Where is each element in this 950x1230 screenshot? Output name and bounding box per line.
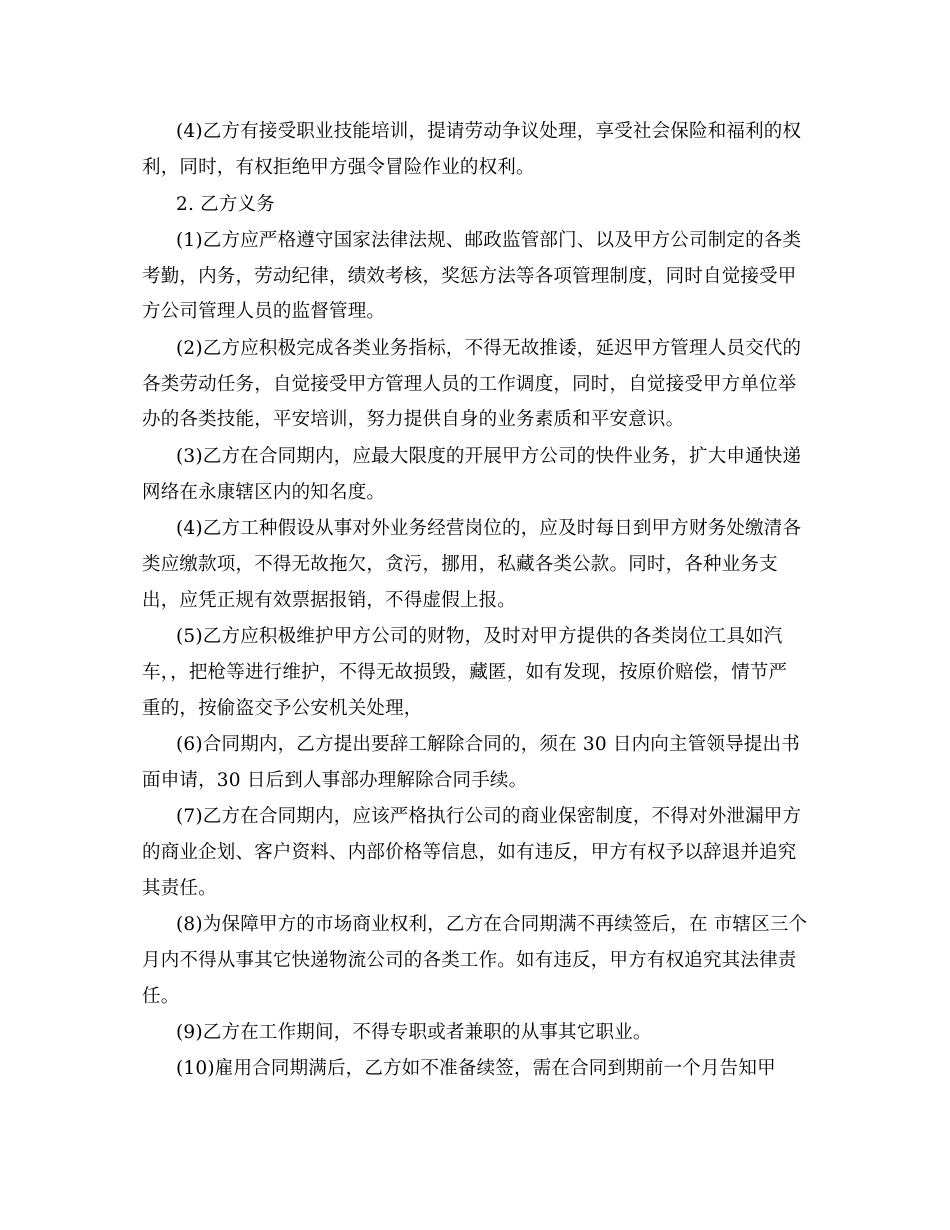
paragraph-line: 利，同时，有权拒绝甲方强令冒险作业的权利。 <box>142 157 535 178</box>
paragraph-line: (7)乙方在合同期内，应该严格执行公司的商业保密制度，不得对外泄漏甲方 <box>176 806 802 827</box>
paragraph-line: 其责任。 <box>142 878 217 899</box>
paragraph-line: 面申请，30 日后到人事部办理解除合同手续。 <box>142 770 528 791</box>
paragraph-line: 办的各类技能，平安培训，努力提供自身的业务素质和平安意识。 <box>142 409 685 430</box>
paragraph-line: (8)为保障甲方的市场商业权利，乙方在合同期满不再续签后，在 市辖区三个 <box>176 914 808 935</box>
paragraph-line: (4)乙方有接受职业技能培训，提请劳动争议处理，享受社会保险和福利的权 <box>176 121 802 142</box>
paragraph-line: 任。 <box>142 986 180 1007</box>
section-heading: 2. 乙方义务 <box>176 194 275 215</box>
paragraph-line: (5)乙方应积极维护甲方公司的财物，及时对甲方提供的各类岗位工具如汽 <box>176 626 783 647</box>
paragraph-line: (1)乙方应严格遵守国家法律法规、邮政监管部门、以及甲方公司制定的各类 <box>176 230 802 251</box>
paragraph-line: 的商业企划、客户资料、内部价格等信息，如有违反，甲方有权予以辞退并追究 <box>142 842 797 863</box>
paragraph-line: 各类劳动任务，自觉接受甲方管理人员的工作调度，同时，自觉接受甲方单位举 <box>142 374 797 395</box>
paragraph-line: (4)乙方工种假设从事对外业务经营岗位的，应及时每日到甲方财务处缴清各 <box>176 518 802 539</box>
paragraph-line: 考勤，内务，劳动纪律，绩效考核，奖惩方法等各项管理制度，同时自觉接受甲 <box>142 266 797 287</box>
paragraph-line: 重的，按偷盗交予公安机关处理， <box>142 698 423 719</box>
paragraph-line: 车，，把枪等进行维护，不得无故损毁，藏匿，如有发现，按原价赔偿，情节严 <box>142 662 788 683</box>
paragraph-line: (3)乙方在合同期内，应最大限度的开展甲方公司的快件业务，扩大申通快递 <box>176 446 802 467</box>
paragraph-line: 出，应凭正规有效票据报销，不得虚假上报。 <box>142 590 517 611</box>
paragraph-line: (2)乙方应积极完成各类业务指标，不得无故推诿，延迟甲方管理人员交代的 <box>176 338 802 359</box>
paragraph-line: (10)雇用合同期满后，乙方如不准备续签，需在合同到期前一个月告知甲 <box>176 1058 776 1079</box>
paragraph-line: 月内不得从事其它快递物流公司的各类工作。如有违反，甲方有权追究其法律责 <box>142 950 797 971</box>
paragraph-line: (6)合同期内，乙方提出要辞工解除合同的，须在 30 日内向主管领导提出书 <box>176 734 800 755</box>
paragraph-line: 类应缴款项，不得无故拖欠，贪污，挪用，私藏各类公款。同时，各种业务支 <box>142 554 778 575</box>
paragraph-line: (9)乙方在工作期间，不得专职或者兼职的从事其它职业。 <box>176 1022 652 1043</box>
paragraph-line: 方公司管理人员的监督管理。 <box>142 301 386 322</box>
paragraph-line: 网络在永康辖区内的知名度。 <box>142 482 386 503</box>
